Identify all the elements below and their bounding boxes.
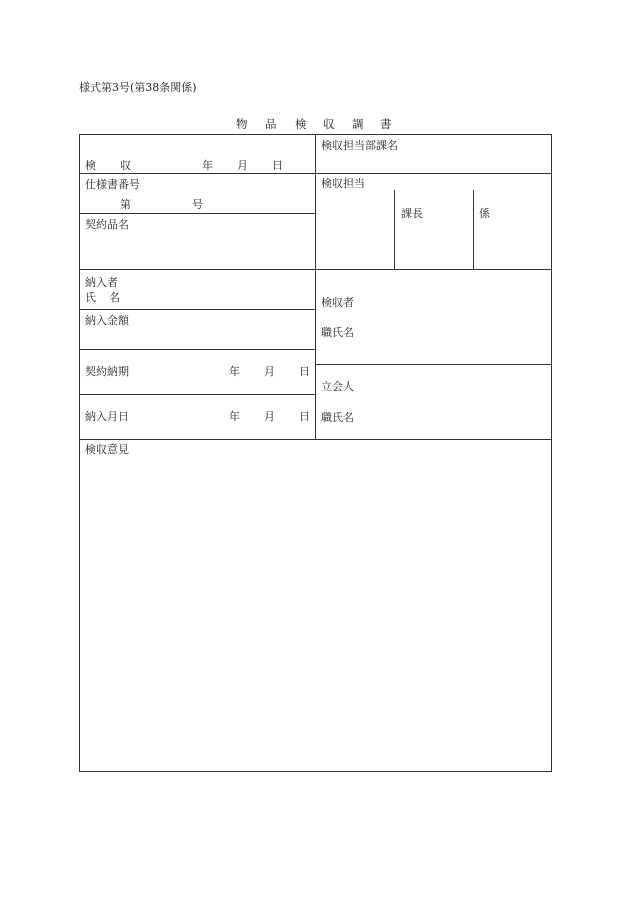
deadline-label: 契約納期: [85, 365, 129, 378]
row-divider: [315, 173, 552, 174]
clerk-label: 係: [479, 207, 490, 220]
inspector-name-label: 職氏名: [321, 326, 354, 339]
inspection-label-char: 収: [120, 159, 131, 172]
deadline-month-unit: 月: [264, 365, 275, 378]
inspection-date-day-unit: 日: [272, 159, 283, 172]
deadline-year-unit: 年: [229, 365, 240, 378]
witness-name-label: 職氏名: [321, 411, 354, 424]
row-divider: [315, 269, 552, 270]
row-divider: [79, 349, 316, 350]
spec-number-suffix: 号: [192, 198, 203, 211]
title-char: 品: [265, 117, 277, 131]
amount-label: 納入金額: [85, 314, 129, 327]
row-divider: [79, 173, 316, 174]
row-divider: [79, 269, 316, 270]
department-label: 検収担当部課名: [321, 139, 398, 152]
spec-number-prefix: 第: [120, 198, 131, 211]
form-number: 様式第3号(第38条関係): [79, 81, 197, 94]
supplier-name-char: 氏: [85, 291, 96, 304]
inspector-label: 検収者: [321, 296, 354, 309]
row-divider: [79, 394, 316, 395]
delivery-date-label: 納入月日: [85, 410, 129, 423]
supplier-name-char: 名: [109, 291, 120, 304]
delivery-month-unit: 月: [264, 410, 275, 423]
row-divider: [79, 309, 316, 310]
inspection-date-year-unit: 年: [202, 159, 213, 172]
staff-label: 検収担当: [321, 177, 365, 190]
opinion-label: 検収意見: [85, 443, 129, 456]
witness-label: 立会人: [321, 380, 354, 393]
contract-item-label: 契約品名: [85, 218, 129, 231]
inspection-date-month-unit: 月: [237, 159, 248, 172]
stamp-divider: [394, 190, 395, 270]
title-char: 書: [380, 117, 392, 131]
row-divider: [79, 213, 316, 214]
row-divider: [315, 364, 552, 365]
spec-number-label: 仕様書番号: [85, 178, 140, 191]
title-char: 物: [236, 117, 248, 131]
title-char: 調: [352, 117, 364, 131]
inspection-label: [85, 160, 131, 171]
supplier-name-label: [85, 292, 120, 303]
supplier-label: 納入者: [85, 276, 118, 289]
delivery-year-unit: 年: [229, 410, 240, 423]
opinion-divider: [79, 439, 552, 440]
chief-label: 課長: [401, 207, 423, 220]
title-char: 収: [323, 117, 335, 131]
inspection-label-char: 検: [85, 159, 96, 172]
deadline-day-unit: 日: [299, 365, 310, 378]
delivery-day-unit: 日: [299, 410, 310, 423]
stamp-divider: [473, 190, 474, 270]
title-char: 検: [295, 117, 307, 131]
